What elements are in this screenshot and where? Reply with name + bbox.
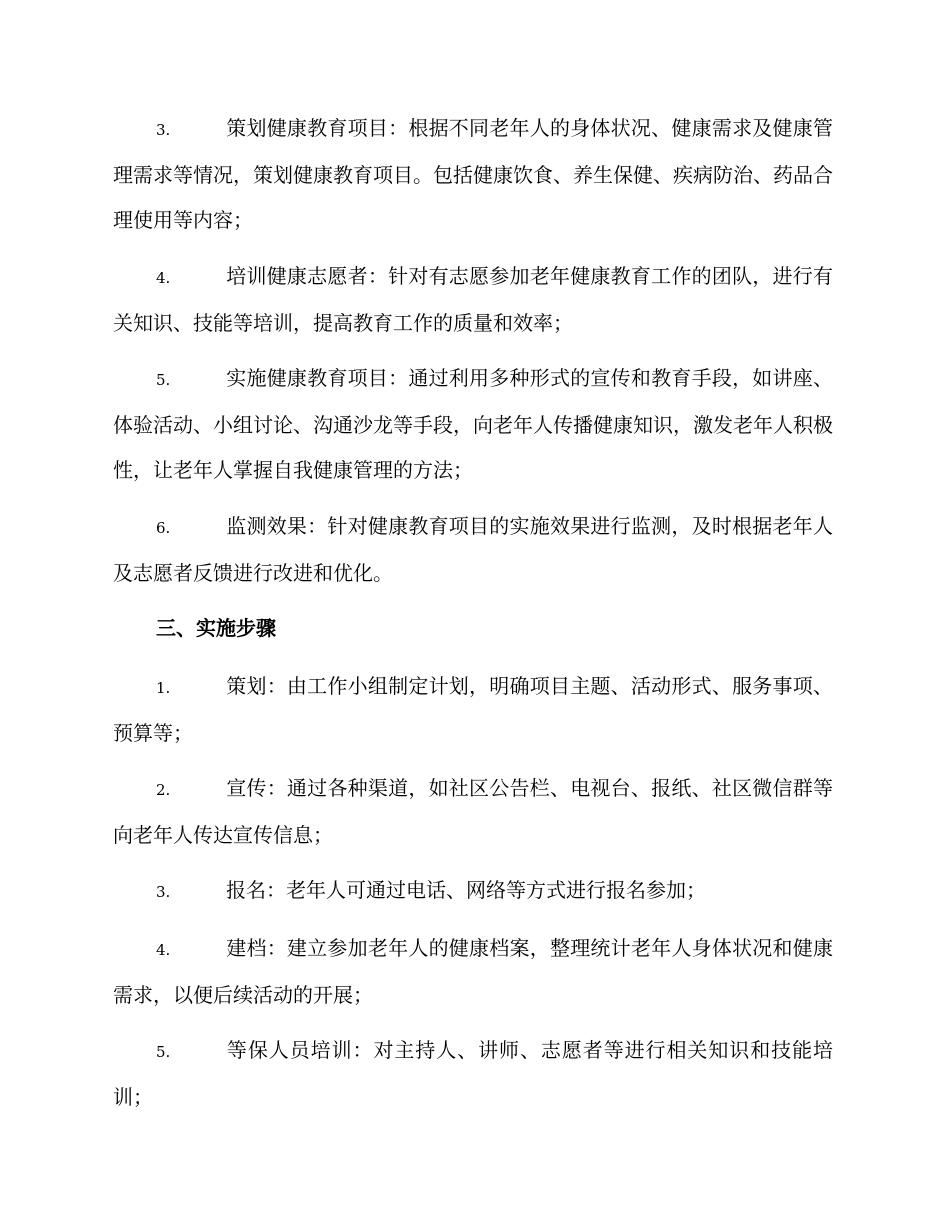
- list-item-text: 等保人员培训：对主持人、讲师、志愿者等进行相关知识和技能培训；: [113, 1038, 833, 1109]
- list-item-text: 宣传：通过各种渠道，如社区公告栏、电视台、报纸、社区微信群等向老年人传达宣传信息；: [113, 776, 833, 847]
- list-item-text: 策划健康教育项目：根据不同老年人的身体状况、健康需求及健康管理需求等情况，策划健康教育项目。包括健康饮食、养生保健、疾病防治、药品合理使用等内容；: [113, 116, 833, 232]
- list-item-number: 2.: [156, 781, 171, 799]
- list-item: [113, 766, 833, 858]
- list-item: [113, 254, 833, 346]
- list-item: [113, 106, 833, 243]
- list-item: [113, 926, 833, 1018]
- list-item-number: 3.: [156, 121, 171, 139]
- list-item-text: 监测效果：针对健康教育项目的实施效果进行监测，及时根据老年人及志愿者反馈进行改进和优化。: [113, 514, 833, 585]
- list-item-number: 4.: [156, 269, 171, 287]
- list-item-number: 6.: [156, 519, 171, 537]
- list-item-number: 1.: [156, 679, 171, 697]
- list-item: [113, 356, 833, 493]
- list-item: [113, 868, 833, 915]
- list-item-text: 实施健康教育项目：通过利用多种形式的宣传和教育手段，如讲座、体验活动、小组讨论、沟通沙龙等手段，向老年人传播健康知识，激发老年人积极性，让老年人掌握自我健康管理的方法；: [113, 366, 833, 482]
- list-item-number: 3.: [156, 883, 171, 901]
- list-item-number: 5.: [156, 1043, 171, 1061]
- list-item-text: 策划：由工作小组制定计划，明确项目主题、活动形式、服务事项、预算等；: [113, 674, 833, 745]
- list-item-text: 建档：建立参加老年人的健康档案，整理统计老年人身体状况和健康需求，以便后续活动的开展；: [113, 936, 833, 1007]
- list-item-number: 5.: [156, 371, 171, 389]
- list-item-number: 4.: [156, 941, 171, 959]
- list-item-text: 培训健康志愿者：针对有志愿参加老年健康教育工作的团队，进行有关知识、技能等培训，提高教育工作的质量和效率；: [113, 264, 833, 335]
- list-item-text: 报名：老年人可通过电话、网络等方式进行报名参加；: [226, 878, 706, 902]
- list-item: [113, 504, 833, 596]
- list-item: [113, 1028, 833, 1120]
- section-heading: 三、实施步骤: [156, 616, 276, 640]
- list-item: [113, 664, 833, 756]
